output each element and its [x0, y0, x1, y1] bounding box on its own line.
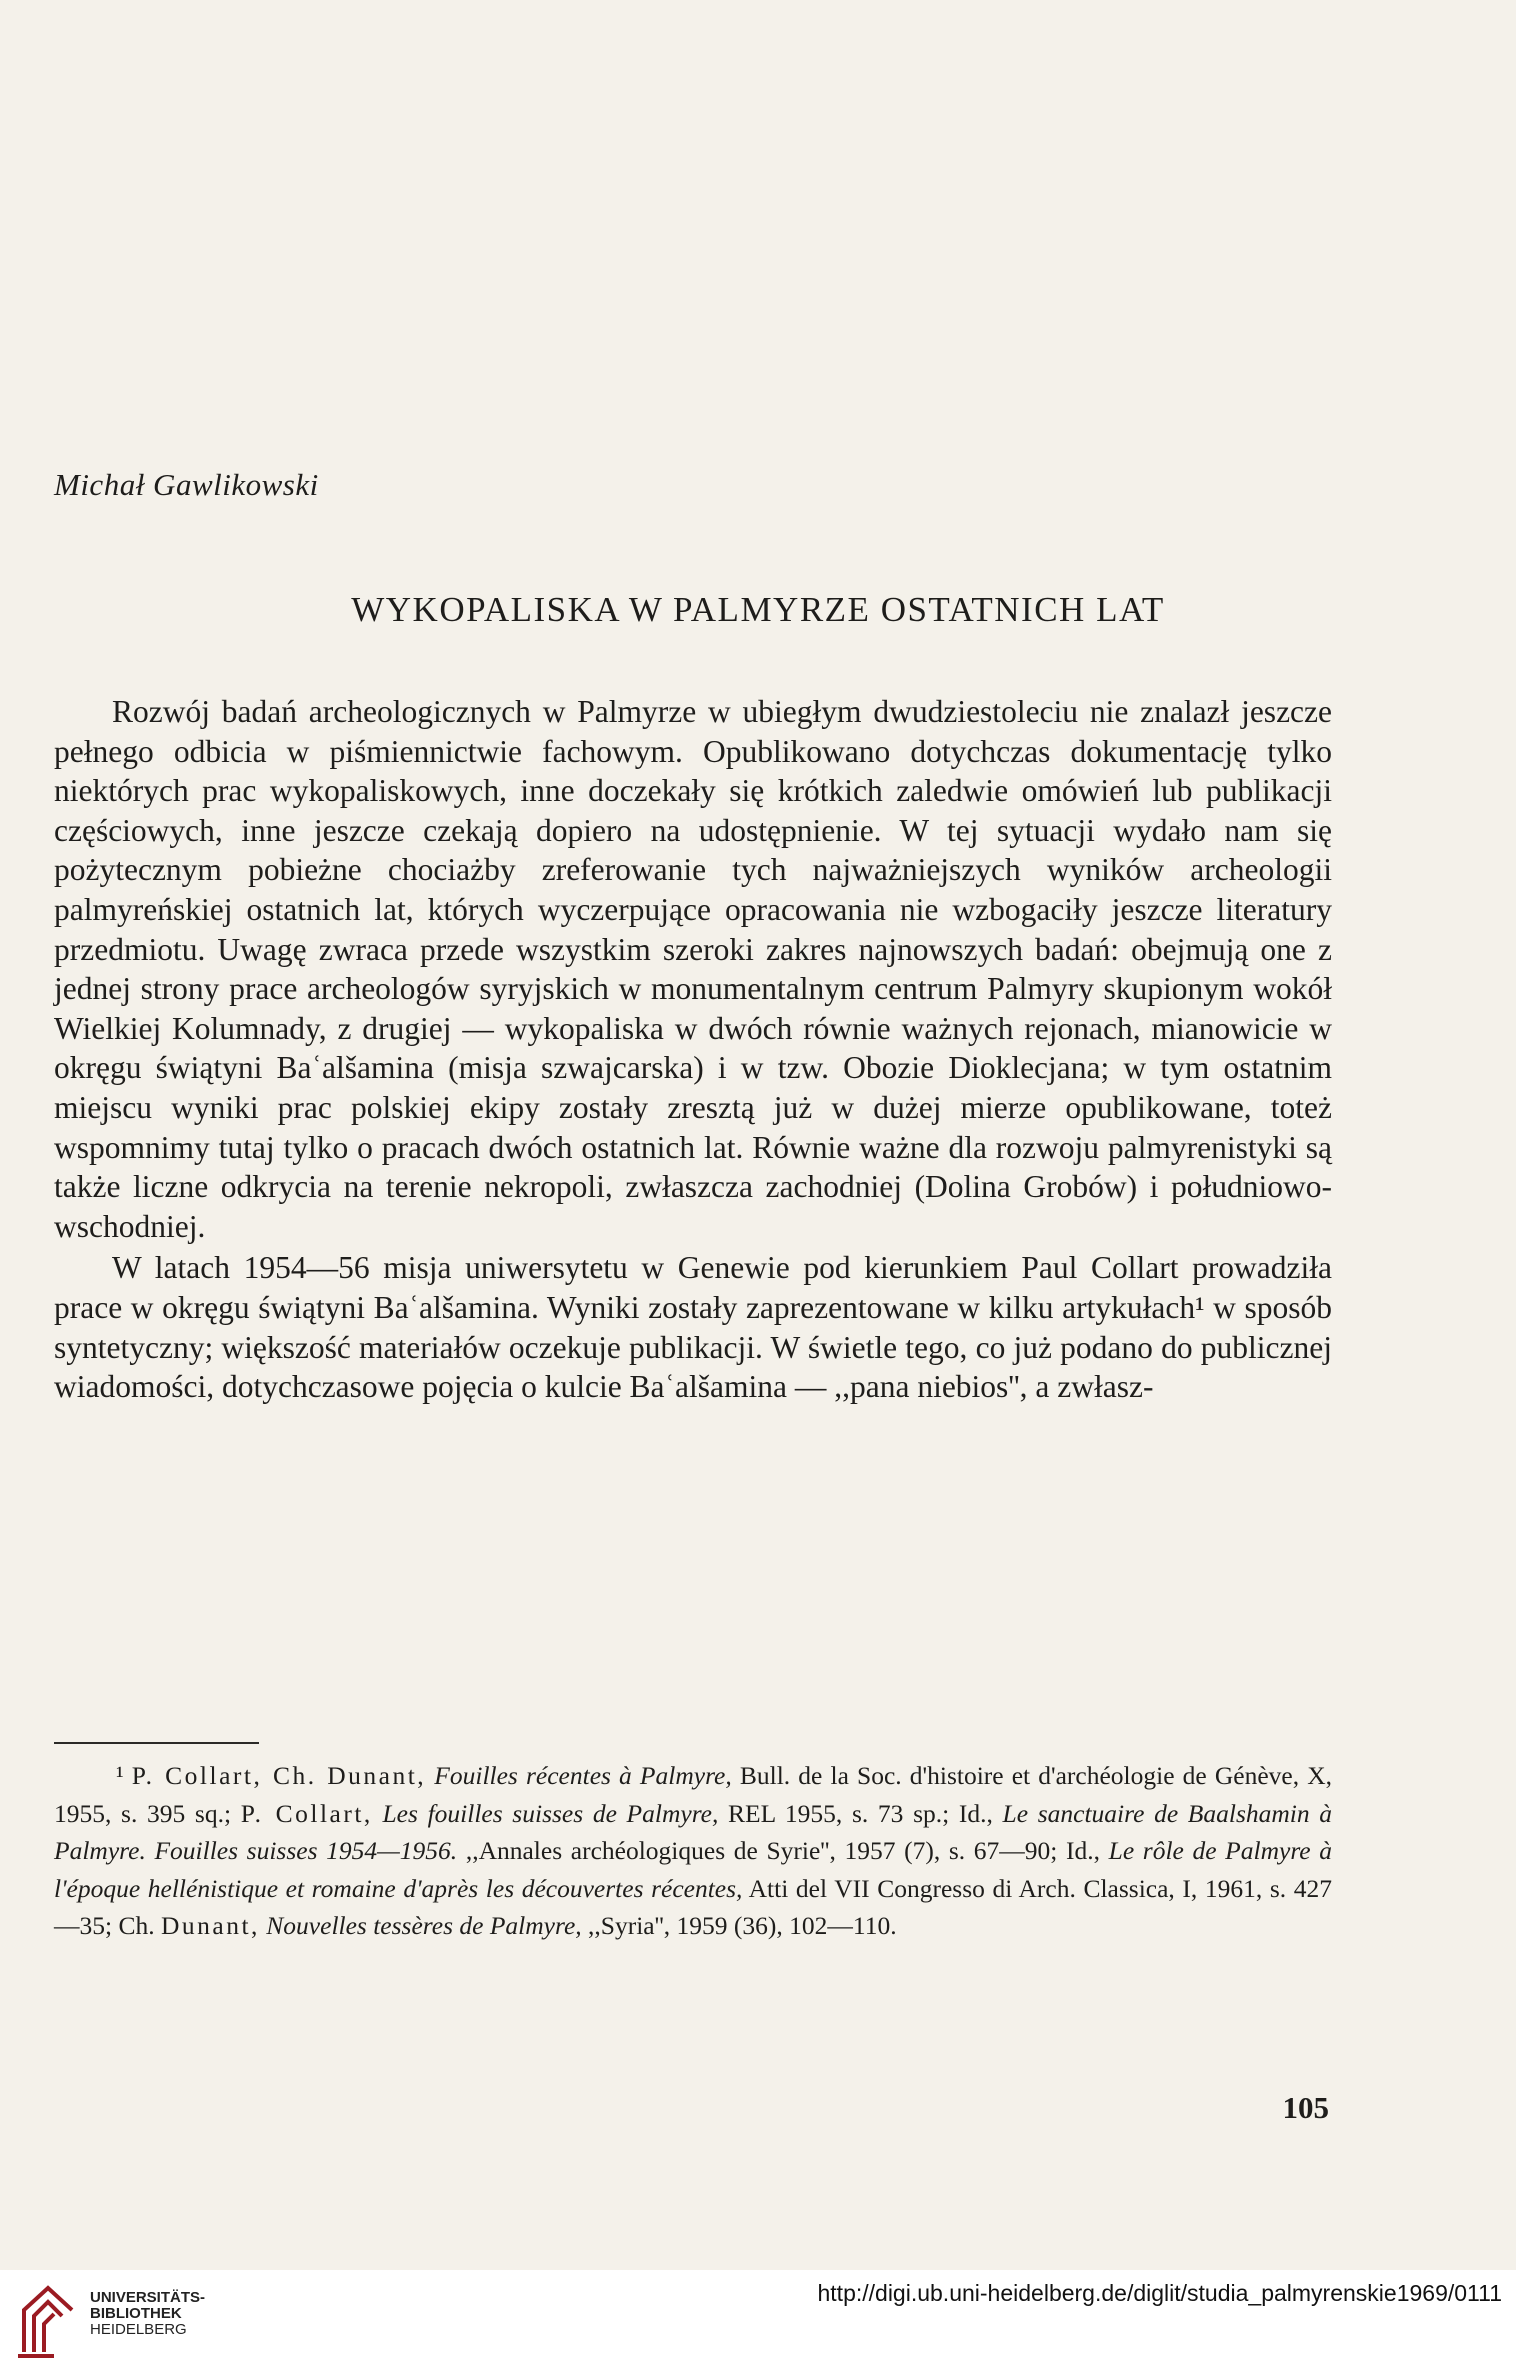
paragraph-1: Rozwój badań archeologicznych w Palmyrze w ubiegłym dwudziestoleciu nie znalazł jeszcze pełnego odbicia w piśmiennictwie fachowym. Opublikowano dotychczas dokumentację tylko niektórych prac wykopaliskowych, inne doczekały się krótkich zaledwie omówień lub publikacji częściowych, inne jeszcze czekają dopiero na udostępnienie. W tej sytuacji wydało nam się pożytecznym pobieżne chociażby zreferowanie tych najważniejszych wyników archeologii palmyreńskiej ostatnich lat, których wyczerpujące opracowania nie wzbogaciły jeszcze literatury przedmiotu. Uwagę zwraca przede wszystkim szeroki zakres najnowszych badań: obejmują one z jednej strony prace archeologów syryjskich w monumentalnym centrum Palmyry skupionym wokół Wielkiej Kolumnady, z drugiej — wykopaliska w dwóch równie ważnych rejonach, mianowicie w okręgu świątyni Baʿalšamina (misja szwajcarska) i w tzw. Obozie Dioklecjana; w tym ostatnim miejscu wyniki prac polskiej ekipy zostały zresztą już w dużej mierze opublikowane, toteż wspomnimy tutaj tylko o pracach dwóch ostatnich lat. Równie ważne dla rozwoju palmyrenistyki są także liczne odkrycia na terenie nekropoli, zwłaszcza zachodniej (Dolina Grobów) i południowo-wschodniej. [54, 694, 1332, 1244]
library-name [90, 2290, 205, 2338]
footnote-text: REL 1955, s. 73 sp.; Id., [728, 1798, 993, 1828]
footnote-text: ,,Annales archéologiques de Syrie'', 1957 (7), s. 67—90; Id., [465, 1836, 1100, 1865]
footnote-work-title: Fouilles récentes à Palmyre, [434, 1761, 732, 1790]
page-number: 105 [1282, 2090, 1329, 2125]
source-url-link[interactable]: http://digi.ub.uni-heidelberg.de/diglit/studia_palmyrenskie1969/0111 [817, 2280, 1502, 2306]
footnote-author: P. Collart, Ch. Dunant, [131, 1761, 427, 1790]
article-body [54, 692, 1332, 1407]
footnote-author: Dunant, [160, 1911, 260, 1940]
library-name-line: BIBLIOTHEK [90, 2305, 182, 2322]
footnote-text: Atti del VII Congresso di Arch. Classica, I, 1961, s. 427—35; Ch. [54, 1873, 1332, 1940]
paragraph-2: W latach 1954—56 misja uniwersytetu w Genewie pod kierunkiem Paul Collart prowadziła prace w okręgu świątyni Baʿalšamina. Wyniki zostały zaprezentowane w kilku artykułach¹ w sposób syntetyczny; większość materiałów oczekuje publikacji. W świetle tego, co już podano do publicznej wiadomości, dotychczasowe pojęcia o kulcie Baʿalšamina — ,,pana niebios'', a zwłasz- [54, 1250, 1332, 1405]
footnote-1 [54, 1757, 1332, 1945]
footnote-number: ¹ [116, 1761, 124, 1790]
footnote-work-title: Nouvelles tessères de Palmyre, [266, 1911, 582, 1940]
library-name-line: HEIDELBERG [90, 2321, 187, 2338]
footnote-divider [54, 1742, 259, 1744]
footnote-work-title: Les fouilles suisses de Palmyre, [382, 1798, 719, 1828]
library-logo-icon [14, 2280, 82, 2360]
footnote-work-title: Le sanctuaire de Baalshamin à Palmyre. Fouilles suisses 1954—1956. [54, 1798, 1333, 1865]
author-name: Michał Gawlikowski [54, 467, 319, 502]
footnote-work-title: Le rôle de Palmyre à l'époque hellénistique et romaine d'après les découvertes récentes, [54, 1836, 1333, 1903]
library-name-line: UNIVERSITÄTS- [90, 2289, 206, 2306]
footnote-text: Bull. de la Soc. d'histoire et d'archéologie de Génève, X, 1955, s. 395 sq.; [54, 1761, 1332, 1828]
article-title: WYKOPALISKA W PALMYRZE OSTATNICH LAT [351, 590, 1165, 629]
footnote-author: P. Collart, [240, 1798, 373, 1828]
footnote-text: ,,Syria'', 1959 (36), 102—110. [588, 1911, 897, 1940]
